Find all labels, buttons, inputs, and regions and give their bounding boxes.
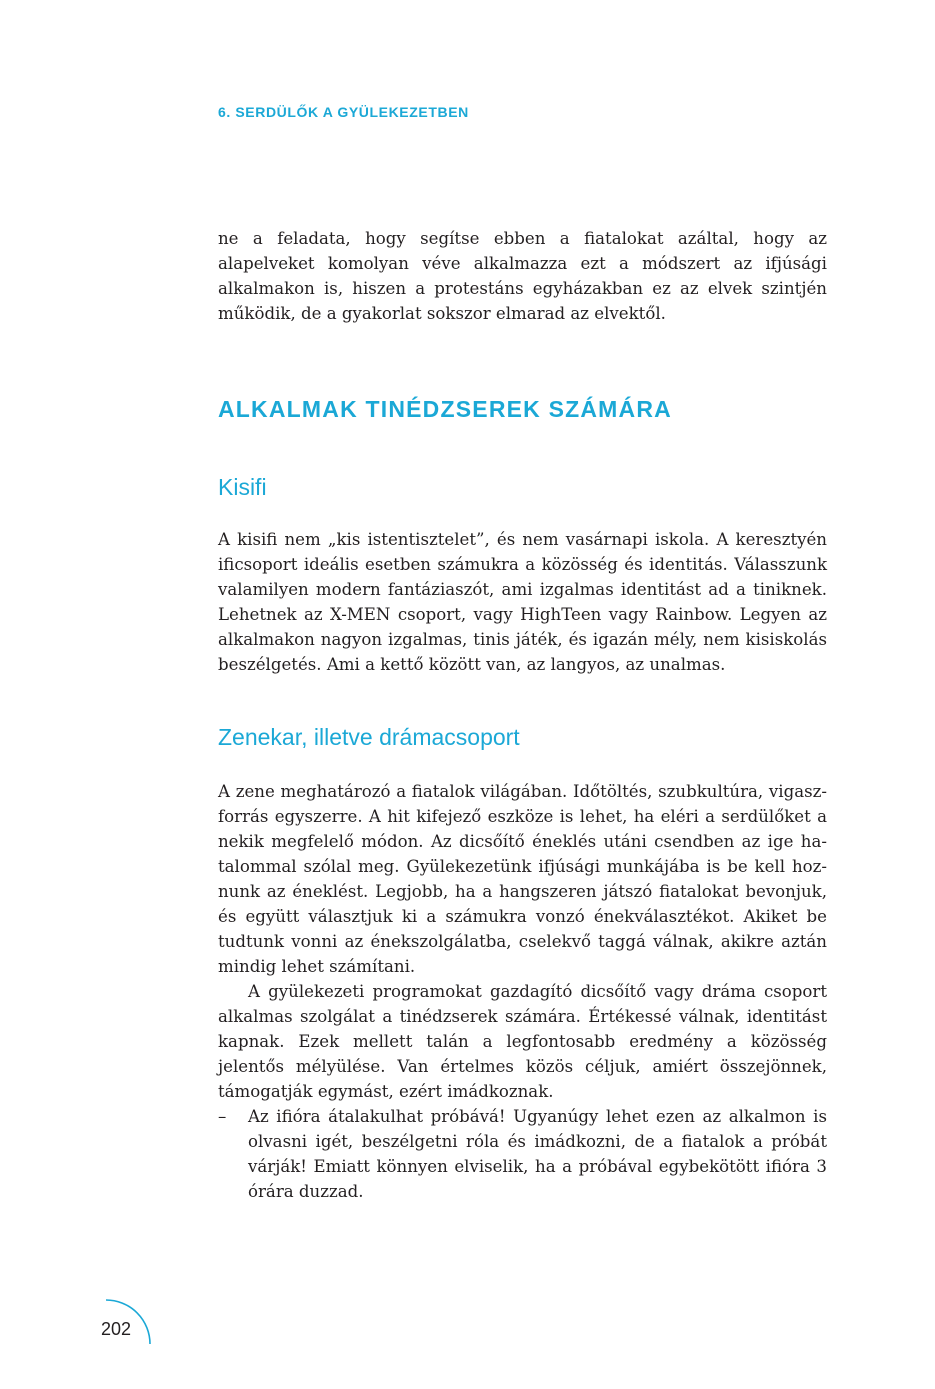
subsection-title-zenekar: Zenekar, illetve drámacsoport: [218, 724, 520, 750]
kisifi-block: [218, 527, 827, 677]
kisifi-paragraph: A kisifi nem „kis istentisztelet”, és nem vasárnapi iskola. A keresztyén ificsoport ideális esetben számukra a közösség és identitás. Válasszunk valamilyen modern fantáziaszót, ami izgalmas identitást ad a tiniknek. Lehetnek az X-MEN csoport, vagy HighTeen vagy Rainbow. Legyen az alkalmakon nagyon izgalmas, tinis játék, és igazán mély, nem kisiskolás beszélgetés. Ami a kettő között van, az langyos, az unalmas.: [218, 530, 827, 674]
section-title: ALKALMAK TINÉDZSEREK SZÁMÁRA: [218, 396, 672, 422]
zenekar-paragraph-1: A zene meghatározó a fiatalok világában. Időtöltés, szubkultúra, vigaszforrás egyszerre. A hit kifejező eszköze is lehet, ha eléri a serdülőket a nekik megfelelő módon. Az dicsőítő éneklés utáni csendben az ige hatalommal szólal meg. Gyülekezetünk ifjúsági munkájába is be kell hoznunk az éneklést. Legjobb, ha a hangszeren játszó fiatalokat bevonjuk, és együtt választjuk ki a számukra vonzó énekválasztékot. Akiket be tudtunk vonni az énekszolgálatba, cselekvő taggá válnak, akikre aztán mindig lehet számítani.: [218, 782, 827, 976]
subsection-title-kisifi: Kisifi: [218, 474, 267, 500]
intro-paragraph: ne a feladata, hogy segítse ebben a fiatalokat azáltal, hogy az alapelveket komolyan véve alkalmazza ezt a módszert az ifjúsági alkalmakon is, hiszen a protestáns egyházakban ez az elvek szintjén működik, de a gyakorlat sokszor elmarad az elvektől.: [218, 229, 827, 323]
zenekar-block: [218, 779, 827, 1204]
list-dash: –: [218, 1107, 227, 1126]
zenekar-paragraph-2: A gyülekezeti programokat gazdagító dicsőítő vagy dráma csoport alkalmas szolgálat a tinédzserek számára. Értékessé válnak, identitást kapnak. Ezek mellett talán a legfontosabb eredmény a közösség jelentős mélyülése. Van értelmes közös céljuk, amiért összejönnek, támogatják egymást, ezért imádkoznak.: [218, 982, 827, 1101]
list-item-text: Az ifióra átalakulhat próbává! Ugyanúgy lehet ezen az alkalmon is olvasni igét, beszélgetni róla és imádkozni, de a fiatalok a próbát várják! Emiatt könnyen elviselik, ha a próbával egybekötött ifióra 3 órára duzzad.: [248, 1107, 827, 1201]
running-head: 6. SERDÜLŐK A GYÜLEKEZETBEN: [218, 104, 469, 120]
intro-paragraph-block: [218, 226, 827, 326]
page-number: 202: [101, 1319, 132, 1339]
list-item: [218, 1104, 827, 1204]
